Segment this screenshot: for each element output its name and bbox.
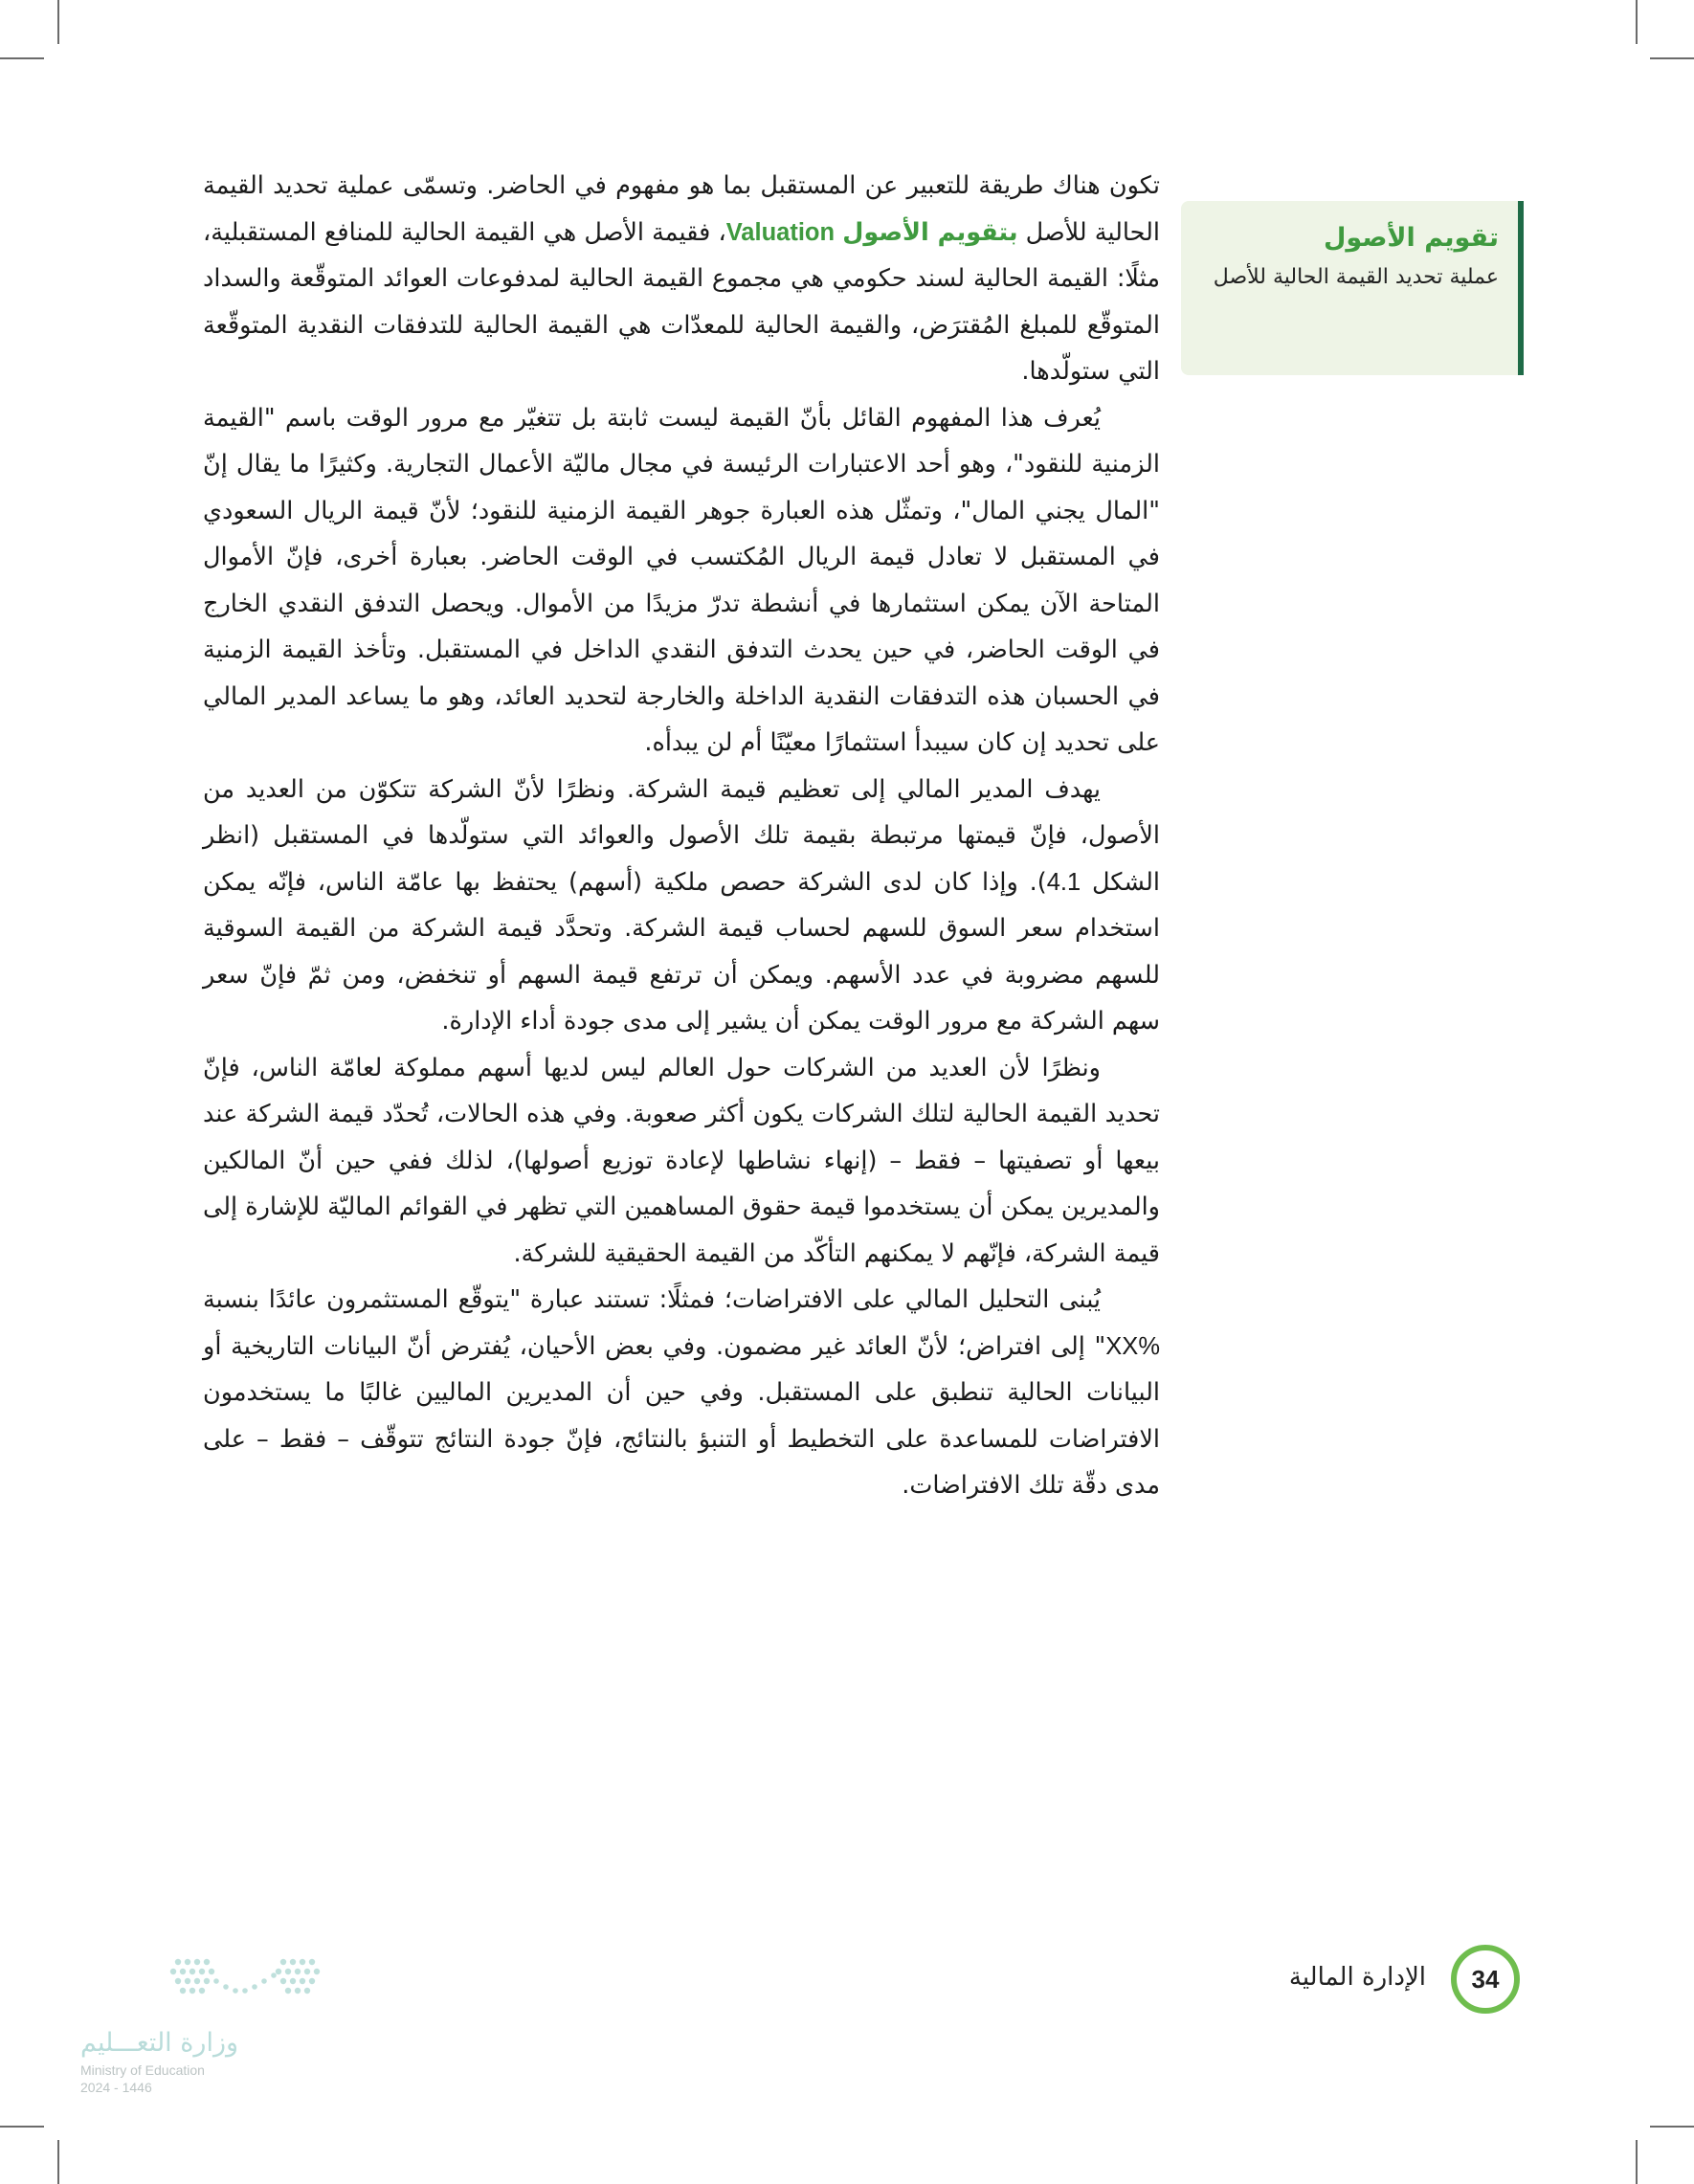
highlighted-term: بتقويم الأصول	[842, 217, 1018, 247]
glossary-box	[1181, 201, 1524, 375]
percentage-placeholder: XX%	[1105, 1332, 1160, 1360]
crop-mark	[1650, 2126, 1694, 2128]
paragraph-text: تكون هناك طريقة للتعبير عن المستقبل بما هو مفهوم في الحاضر. وتسمّى عملية تحديد القيمة الحالية للأصل	[203, 171, 1160, 247]
glossary-term: تقويم الأصول	[1323, 223, 1499, 253]
paragraph-3	[203, 767, 1160, 1045]
main-text	[203, 163, 1160, 1509]
ministry-name-english: Ministry of Education	[80, 2062, 205, 2078]
paragraph-5	[203, 1277, 1160, 1509]
glossary-definition: عملية تحديد القيمة الحالية للأصل	[1213, 265, 1499, 289]
paragraph-text: يهدف المدير المالي إلى تعظيم قيمة الشركة. ونظرًا لأنّ الشركة تتكوّن من العديد من الأصول، فإنّ قيمتها مرتبطة بقيمة تلك الأصول والعوائد التي ستولّدها في المستقبل (انظر الشكل	[203, 774, 1160, 897]
crop-mark	[0, 2126, 44, 2128]
ministry-name-arabic: وزارة التعـــليم	[80, 2028, 239, 2058]
crop-mark	[0, 57, 44, 59]
paragraph-text: ، فقيمة الأصل هي القيمة الحالية للمنافع المستقبلية، مثلًا: القيمة الحالية لسند حكومي هي مجموع القيمة الحالية لمدفوعات العوائد المتوقّعة والسداد المتوقّع للمبلغ المُقترَض، والقيمة الحالية للمعدّات هي القيمة الحالية للتدفقات النقدية المتوقّعة التي ستولّدها.	[203, 217, 1160, 386]
paragraph-1	[203, 163, 1160, 395]
figure-reference: 4.1	[1046, 868, 1081, 896]
crop-mark	[1650, 57, 1694, 59]
paragraph-text: " إلى افتراض؛ لأنّ العائد غير مضمون. وفي بعض الأحيان، يُفترض أنّ البيانات التاريخية أو البيانات الحالية تنطبق على المستقبل. وفي حين أن المديرين الماليين غالبًا ما يستخدمون الافتراضات للمساعدة على التخطيط أو التنبؤ بالنتائج، فإنّ جودة النتائج تتوقّف – فقط – على مدى دقّة تلك الافتراضات.	[203, 1331, 1160, 1500]
paragraph-2: يُعرف هذا المفهوم القائل بأنّ القيمة ليست ثابتة بل تتغيّر مع مرور الوقت باسم "القيمة الزمنية للنقود"، وهو أحد الاعتبارات الرئيسة في مجال ماليّة الأعمال التجارية. وكثيرًا ما يقال إنّ "المال يجني المال"، وتمثّل هذه العبارة جوهر القيمة الزمنية للنقود؛ لأنّ قيمة الريال السعودي في المستقبل لا تعادل قيمة الريال المُكتسب في الوقت الحاضر. بعبارة أخرى، فإنّ الأموال المتاحة الآن يمكن استثمارها في أنشطة تدرّ مزيدًا من الأموال. ويحصل التدفق النقدي الخارج في الوقت الحاضر، في حين يحدث التدفق النقدي الداخل في المستقبل. وتأخذ القيمة الزمنية في الحسبان هذه التدفقات النقدية الداخلة والخارجة لتحديد العائد، وهو ما يساعد المدير المالي على تحديد إن كان سيبدأ استثمارًا معيّنًا أم لن يبدأه.	[203, 403, 1160, 757]
page-number: 34	[1451, 1945, 1520, 2014]
book-title: الإدارة المالية	[1288, 1963, 1426, 1992]
paragraph-4: ونظرًا لأن العديد من الشركات حول العالم ليس لديها أسهم مملوكة لعامّة الناس، فإنّ تحديد القيمة الحالية لتلك الشركات يكون أكثر صعوبة. وفي هذه الحالات، تُحدّد قيمة الشركة عند بيعها أو تصفيتها – فقط – (إنهاء نشاطها لإعادة توزيع أصولها)، لذلك ففي حين أنّ المالكين والمديرين يمكن أن يستخدموا قيمة حقوق المساهمين التي تظهر في القوائم الماليّة للإشارة إلى قيمة الشركة، فإنّهم لا يمكنهم التأكّد من القيمة الحقيقية للشركة.	[203, 1053, 1160, 1268]
highlighted-term-english: Valuation	[725, 218, 836, 246]
edition-year: 2024 - 1446	[80, 2080, 152, 2095]
crop-mark	[1636, 0, 1638, 44]
crop-mark	[1636, 2140, 1638, 2184]
crop-mark	[57, 2140, 59, 2184]
crop-mark	[57, 0, 59, 44]
paragraph-text: يُبنى التحليل المالي على الافتراضات؛ فمثلًا: تستند عبارة "يتوقّع المستثمرون عائدًا بنسبة	[203, 1285, 1101, 1314]
paragraph-text: ). وإذا كان لدى الشركة حصص ملكية (أسهم) يحتفظ بها عامّة الناس، فإنّه يمكن استخدام سعر السوق للسهم لحساب قيمة الشركة. وتحدَّد قيمة الشركة من القيمة السوقية للسهم مضروبة في عدد الأسهم. ويمكن أن ترتفع قيمة السهم أو تنخفض، ومن ثمّ فإنّ سعر سهم الشركة مع مرور الوقت يمكن أن يشير إلى مدى جودة أداء الإدارة.	[203, 867, 1160, 1036]
